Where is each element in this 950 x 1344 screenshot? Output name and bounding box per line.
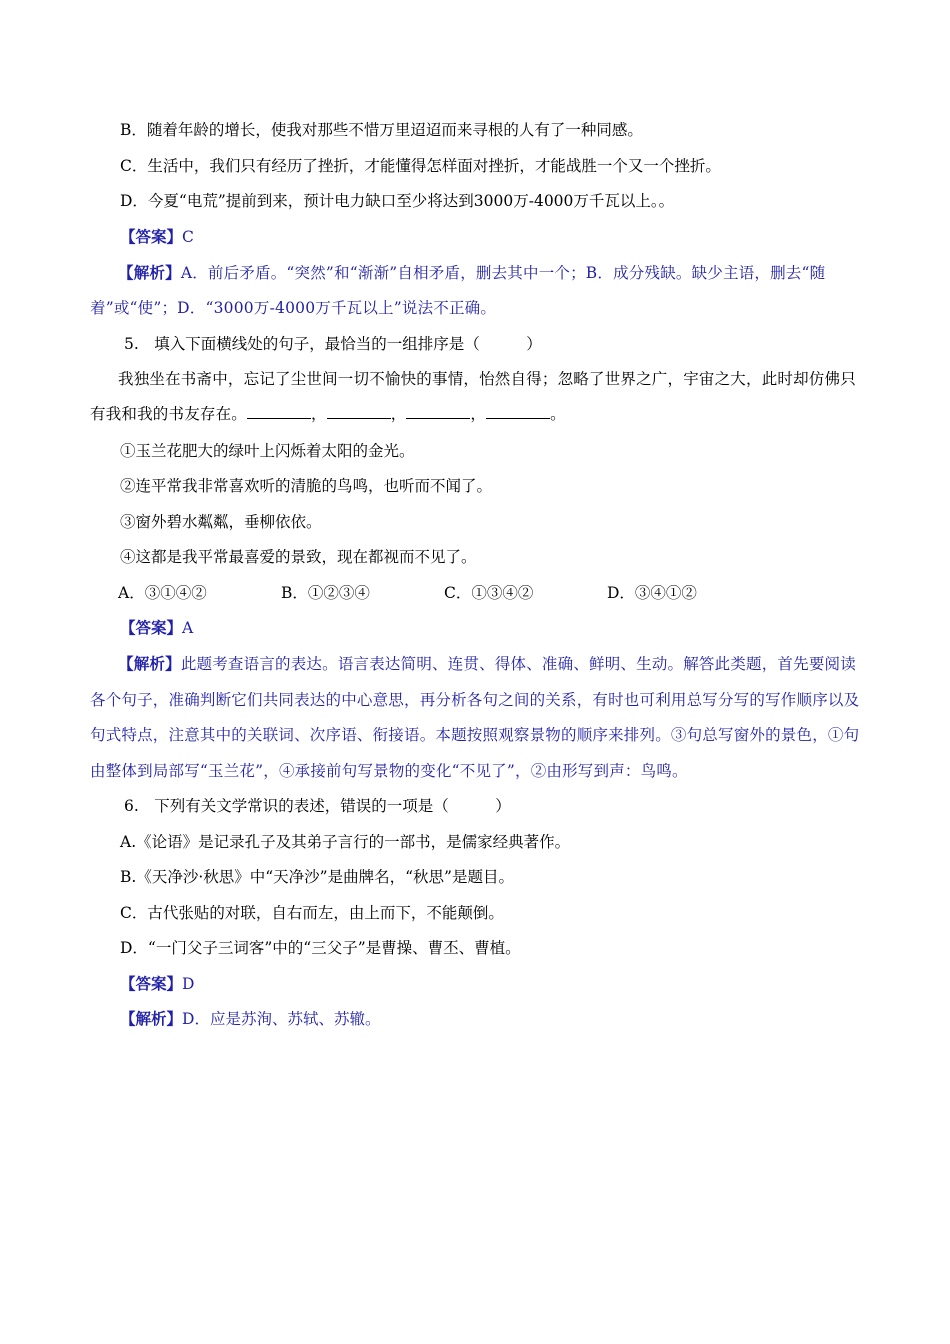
- q5-analysis-text: 此题考查语言的表达。语言表达简明、连贯、得体、准确、鲜明、生动。解答此类题，首先要阅读各个句子，准确判断它们共同表达的中心意思，再分析各句之间的关系，有时也可利用总写分写的写作顺序以及句式特点，注意其中的关联词、次序语、衔接语。本题按照观察景物的顺序来排列。③句总写窗外的景色，①句由整体到局部写“玉兰花”，④承接前句写景物的变化“不见了”，②由形写到声：鸟鸣。: [90, 655, 860, 780]
- q6-option-b: B.《天净沙·秋思》中“天净沙”是曲牌名，“秋思”是题目。: [120, 868, 514, 886]
- q5-sep-2: ，: [390, 405, 407, 423]
- q5-end: 。: [550, 405, 566, 423]
- q5-blank-4: [486, 404, 550, 419]
- q4-option-b: B．随着年龄的增长，使我对那些不惜万里迢迢而来寻根的人有了一种同感。: [120, 121, 643, 139]
- q4-analysis-tag: 【解析】: [118, 262, 181, 282]
- q4-option-c: C．生活中，我们只有经历了挫折，才能懂得怎样面对挫折，才能战胜一个又一个挫折。: [120, 156, 721, 175]
- q5-sep-3: ，: [470, 405, 487, 423]
- q5-blank-2: [327, 404, 391, 419]
- q4-analysis: [90, 255, 860, 327]
- q6-analysis: [90, 1009, 860, 1029]
- q6-option-a: A.《论语》是记录孔子及其弟子言行的一部书，是儒家经典著作。: [120, 832, 571, 851]
- q6-analysis-tag: 【解析】: [120, 1009, 183, 1028]
- q4-option-d: D．今夏“电荒”提前到来，预计电力缺口至少将达到3000万-4000万千瓦以上。。: [120, 192, 675, 210]
- q5-answer: [90, 618, 860, 638]
- q5-sentence-3: ③窗外碧水粼粼，垂柳依依。: [120, 512, 322, 531]
- q5-passage: [90, 362, 860, 433]
- q5-option-d: D．③④①②: [607, 583, 697, 602]
- q5-option-a: A．③①④②: [118, 583, 207, 602]
- q5-sentence-2: ②连平常我非常喜欢听的清脆的鸟鸣，也听而不闻了。: [120, 477, 493, 495]
- q5-passage-text: 我独坐在书斋中，忘记了尘世间一切不愉快的事情，怡然自得；忽略了世界之广，宇宙之大，此时却仿佛只有我和我的书友存在。: [90, 369, 856, 423]
- q6-answer-value: D: [182, 974, 195, 993]
- q5-blank-3: [406, 404, 470, 419]
- q5-option-b: B．①②③④: [281, 583, 370, 602]
- q6-analysis-text: D．应是苏洵、苏轼、苏辙。: [182, 1010, 381, 1028]
- q6-option-d: D．“一门父子三词客”中的“三父子”是曹操、曹丕、曹植。: [120, 939, 521, 957]
- q5-analysis-tag: 【解析】: [118, 654, 181, 673]
- q6-stem: 6. 下列有关文学常识的表述，错误的一项是（ ）: [124, 797, 511, 815]
- q5-blank-1: [247, 404, 311, 419]
- q6-answer: [90, 974, 860, 994]
- q4-analysis-text: A．前后矛盾。“突然”和“渐渐”自相矛盾，删去其中一个；B．成分残缺。缺少主语，删去“随着”或“使”；D．“3000万-4000万千瓦以上”说法不正确。: [90, 263, 826, 317]
- q5-sentence-1: ①玉兰花肥大的绿叶上闪烁着太阳的金光。: [120, 441, 415, 460]
- q5-answer-tag: 【答案】: [120, 618, 183, 637]
- q5-sentence-4: ④这都是我平常最喜爱的景致，现在都视而不见了。: [120, 548, 477, 566]
- q5-options: [90, 583, 860, 603]
- q6-answer-tag: 【答案】: [120, 973, 183, 993]
- q6-option-c: C．古代张贴的对联，自右而左，由上而下，不能颠倒。: [120, 903, 504, 922]
- q4-answer: [90, 227, 860, 247]
- q5-option-c: C．①③④②: [444, 583, 534, 602]
- q4-answer-tag: 【答案】: [120, 226, 183, 246]
- q5-sep-1: ，: [311, 405, 327, 423]
- q4-answer-value: C: [182, 227, 194, 246]
- q5-answer-value: A: [182, 619, 194, 637]
- q5-analysis: [90, 646, 860, 789]
- q5-stem: 5. 填入下面横线处的句子，最恰当的一组排序是（ ）: [124, 334, 542, 353]
